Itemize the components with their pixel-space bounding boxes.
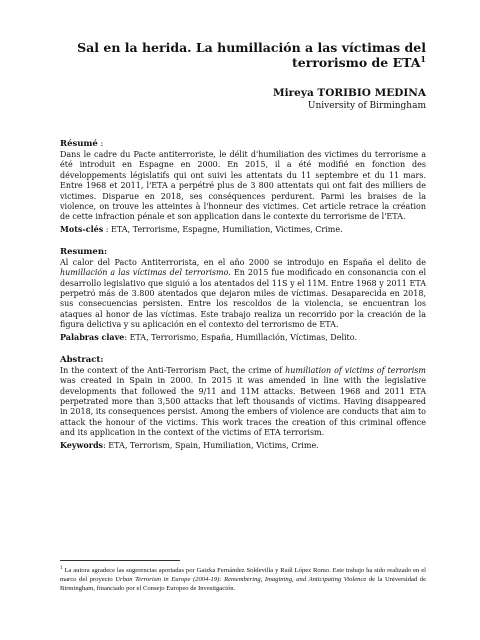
footnote [60, 566, 426, 593]
keywords-french-list: : ETA, Terrorisme, Espagne, Humiliation, Victimes, Crime. [103, 224, 343, 234]
title-text: Sal en la herida. La humillación a las víctimas del terrorismo de ETA [77, 40, 426, 70]
page-content [60, 40, 426, 451]
keywords-french [60, 224, 426, 235]
keywords-english-list: : ETA, Terrorism, Spain, Humiliation, Victims, Crime. [103, 440, 319, 450]
abstract-spanish-heading-sep: : [104, 246, 108, 257]
abstract-english-heading-sep: : [100, 354, 104, 365]
abstract-english-heading [60, 355, 426, 366]
author-affiliation: University of Birmingham [307, 101, 426, 111]
abstract-french-heading-sep: : [97, 139, 104, 149]
abstract-spanish-text-a: Al calor del Pacto Antiterrorista, en el año 2000 se introdujo en España el delito de [60, 257, 426, 267]
footnote-text-a: La autora agradece las sugerencias aportadas por Gaizka Fernández Soldevilla y Raúl López Romo. Este trabajo ha sido realizado en el marco del proyecto [60, 567, 426, 583]
abstract-english [60, 355, 426, 451]
footnote-text-italic: Urban Terrorism in Europe (2004-19): Remembering, Imagining, and Anticipating Violence [115, 576, 367, 583]
abstract-spanish-text [60, 258, 426, 331]
abstract-english-text-b: was created in Spain in 2000. In 2015 it was amended in line with the legislative developments that followed the 9/11 and 11M attacks. Between 1968 and 2011 ETA perpetrated more than 3,500 attacks that left thousands of victims. Having disappeared in 2018, its consequences persist. Among the embers of violence are conducts that aim to attack the honour of the victims. This work traces the creation of this criminal offence and its application in the context of the victims of ETA terrorism. [60, 376, 426, 438]
abstract-spanish-heading [60, 247, 426, 258]
keywords-english-label: Keywords [60, 439, 104, 450]
abstract-english-text [60, 366, 426, 439]
keywords-spanish [60, 332, 426, 343]
author-name: Mireya TORIBIO MEDINA [273, 87, 426, 99]
footnote-marker: 1 [60, 565, 63, 571]
abstract-english-text-a: In the context of the Anti-Terrorism Pact, the crime of [60, 365, 286, 375]
keywords-french-label: Mots-clés [60, 223, 104, 234]
abstract-spanish-text-italic: humillación a las víctimas del terrorismo. [60, 268, 231, 278]
abstract-spanish [60, 247, 426, 343]
abstract-french-heading [60, 139, 426, 150]
abstract-spanish-heading-text: Resumen [60, 246, 105, 257]
abstract-french [60, 139, 426, 235]
paper-title [60, 40, 426, 70]
keywords-spanish-label: Palabras clave [60, 331, 125, 342]
footnote-divider [60, 560, 180, 561]
keywords-english [60, 440, 426, 451]
abstract-english-heading-text: Abstract [60, 354, 101, 365]
abstract-french-heading-text: Résumé [60, 139, 98, 149]
footnote-text-b: de la Universidad de Birmingham, financiado por el Consejo Europeo de Investigación. [60, 576, 427, 592]
title-footnote-ref[interactable]: 1 [420, 53, 426, 64]
abstract-english-text-italic: humiliation of victims of terrorism [285, 365, 426, 375]
keywords-spanish-list: : ETA, Terrorismo, España, Humillación, Víctimas, Delito. [124, 332, 357, 342]
abstract-french-text: Dans le cadre du Pacte antiterroriste, le délit d'humiliation des victimes du terrorisme a été introduit en Espagne en 2000. En 2015, il a été modifié en fonction des développements législatifs qui ont suivi les attentats du 11 septembre et du 11 mars. Entre 1968 et 2011, l'ETA a perpétré plus de 3 800 attentats qui ont fait des milliers de victimes. Disparue en 2018, ses conséquences perdurent. Parmi les braises de la violence, on trouve les atteintes à l'honneur des victimes. Cet article retrace la création de cette infraction pénale et son application dans le contexte du terrorisme de l'ETA. [60, 150, 426, 222]
abstract-spanish-text-b: En 2015 fue modificado en consonancia con el desarrollo legislativo que siguió a los atentados del 11S y el 11M. Entre 1968 y 2011 ETA perpetró más de 3.800 atentados que dejaron miles de víctimas. Desaparecida en 2018, sus consecuencias persisten. Entre los rescoldos de la violencia, se encuentran los ataques al honor de las víctimas. Este trabajo realiza un recorrido por la creación de la figura delictiva y su aplicación en el contexto del terrorismo de ETA. [60, 268, 427, 330]
